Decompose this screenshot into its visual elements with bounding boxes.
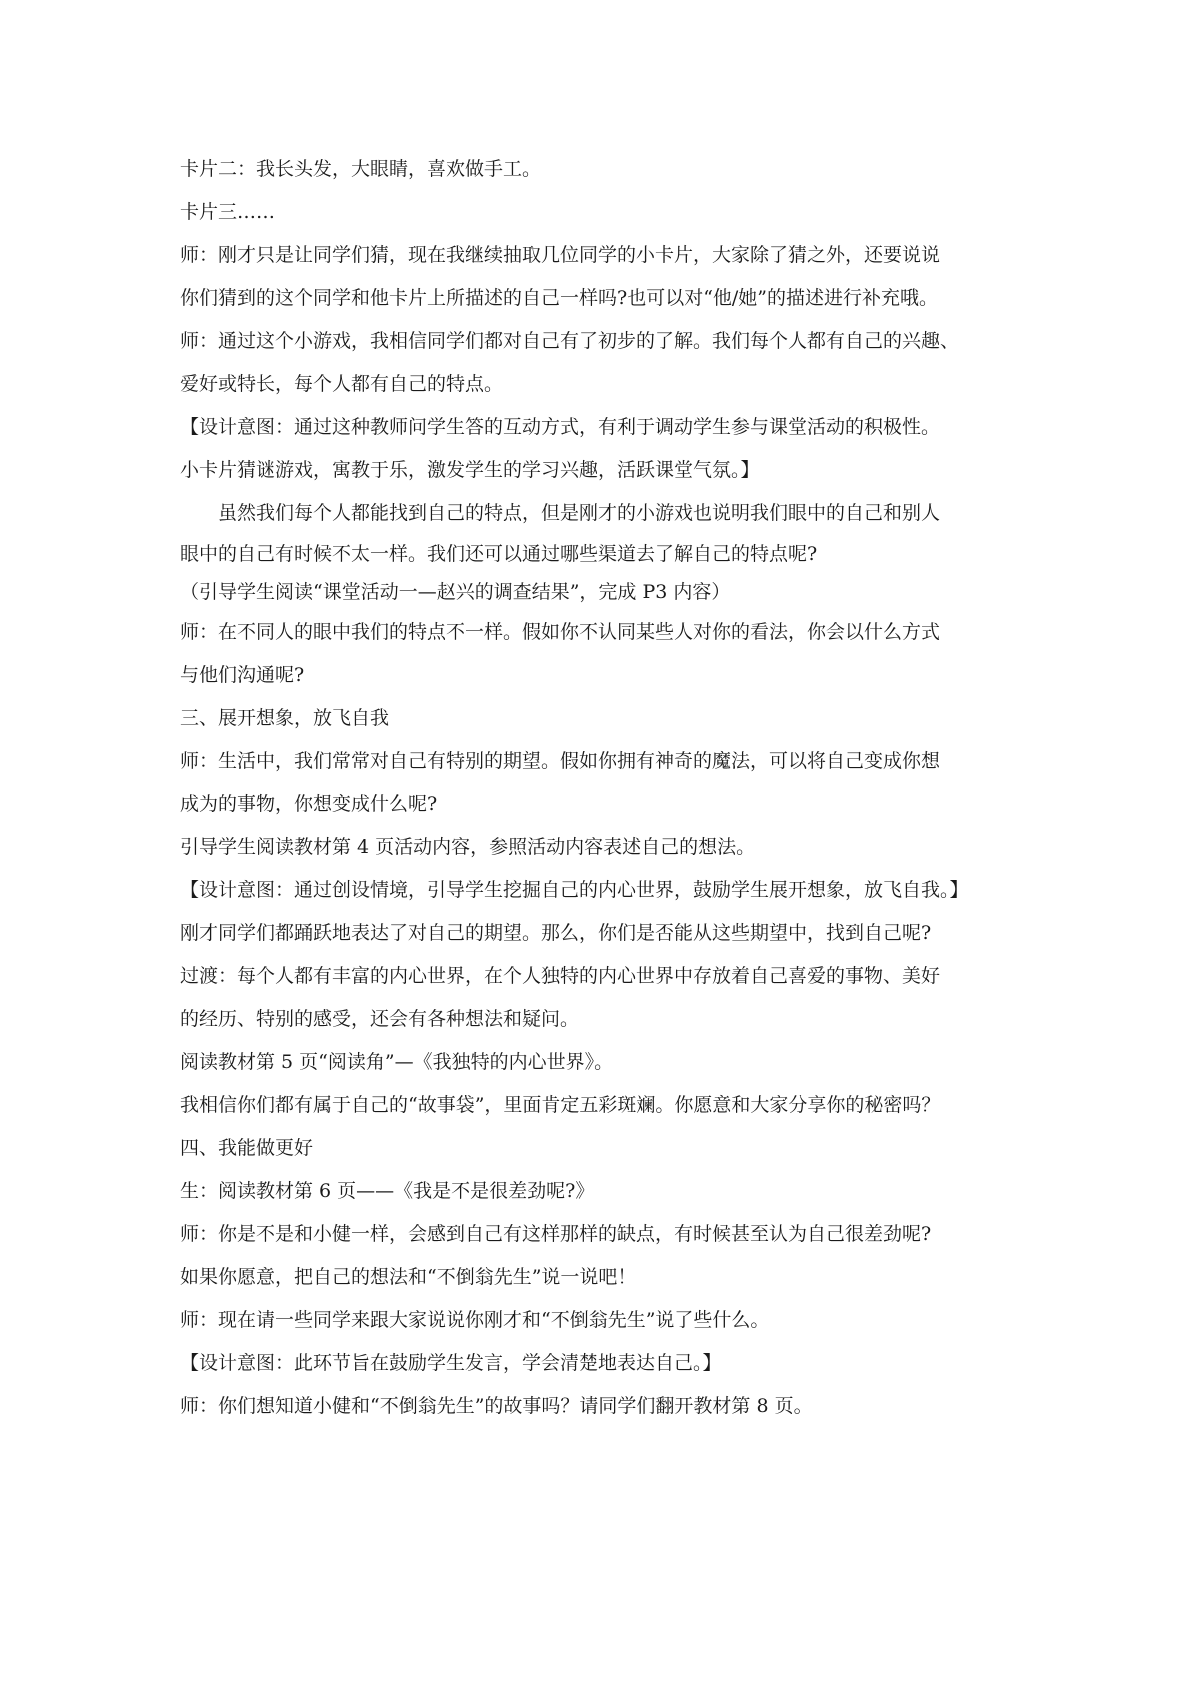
text-line: 阅读教材第 5 页“阅读角”—《我独特的内心世界》。 xyxy=(180,1051,614,1073)
design-intent-line: 【设计意图：此环节旨在鼓励学生发言，学会清楚地表达自己。】 xyxy=(180,1352,722,1374)
design-intent-line: 【设计意图：通过创设情境，引导学生挖掘自己的内心世界，鼓励学生展开想象，放飞自我。】 xyxy=(180,879,969,901)
text-line: 师：在不同人的眼中我们的特点不一样。假如你不认同某些人对你的看法，你会以什么方式 xyxy=(180,621,941,643)
text-line: 眼中的自己有时候不太一样。我们还可以通过哪些渠道去了解自己的特点呢? xyxy=(180,543,818,565)
text-line: 卡片三…… xyxy=(180,201,276,223)
text-line: 爱好或特长，每个人都有自己的特点。 xyxy=(180,373,504,395)
section-heading: 三、展开想象，放飞自我 xyxy=(180,707,390,729)
text-line: 成为的事物，你想变成什么呢? xyxy=(180,793,438,815)
text-line: 师：现在请一些同学来跟大家说说你刚才和“不倒翁先生”说了些什么。 xyxy=(180,1309,770,1331)
text-line: 的经历、特别的感受，还会有各种想法和疑问。 xyxy=(180,1008,580,1030)
text-line: 师：你是不是和小健一样，会感到自己有这样那样的缺点，有时候甚至认为自己很差劲呢? xyxy=(180,1223,932,1245)
document-body xyxy=(180,148,1025,1428)
text-line: 与他们沟通呢? xyxy=(180,664,305,686)
design-intent-line: 小卡片猜谜游戏，寓教于乐，激发学生的学习兴趣，活跃课堂气氛。】 xyxy=(180,459,760,481)
section-heading: 四、我能做更好 xyxy=(180,1137,314,1159)
text-line: 师：你们想知道小健和“不倒翁先生”的故事吗？请同学们翻开教材第 8 页。 xyxy=(180,1395,813,1417)
text-line: 引导学生阅读教材第 4 页活动内容，参照活动内容表述自己的想法。 xyxy=(180,836,756,858)
text-line: 卡片二：我长头发，大眼睛，喜欢做手工。 xyxy=(180,158,542,180)
text-line: 师：通过这个小游戏，我相信同学们都对自己有了初步的了解。我们每个人都有自己的兴趣、 xyxy=(180,330,960,352)
text-line: 生：阅读教材第 6 页——《我是不是很差劲呢?》 xyxy=(180,1180,595,1202)
text-line: 你们猜到的这个同学和他卡片上所描述的自己一样吗?也可以对“他/她”的描述进行补充哦。 xyxy=(180,287,939,309)
text-line: 如果你愿意，把自己的想法和“不倒翁先生”说一说吧！ xyxy=(180,1266,637,1288)
design-intent-line: 【设计意图：通过这种教师问学生答的互动方式，有利于调动学生参与课堂活动的积极性。 xyxy=(180,416,941,438)
text-line: 师：刚才只是让同学们猜，现在我继续抽取几位同学的小卡片，大家除了猜之外，还要说说 xyxy=(180,244,941,266)
text-line: 过渡：每个人都有丰富的内心世界，在个人独特的内心世界中存放着自己喜爱的事物、美好 xyxy=(180,965,941,987)
text-line: 师：生活中，我们常常对自己有特别的期望。假如你拥有神奇的魔法，可以将自己变成你想 xyxy=(180,750,941,772)
text-line: （引导学生阅读“课堂活动一—赵兴的调查结果”，完成 P3 内容） xyxy=(180,581,731,603)
paragraph-indented-line: 虽然我们每个人都能找到自己的特点，但是刚才的小游戏也说明我们眼中的自己和别人 xyxy=(218,502,941,524)
text-line: 刚才同学们都踊跃地表达了对自己的期望。那么，你们是否能从这些期望中，找到自己呢? xyxy=(180,922,932,944)
text-line: 我相信你们都有属于自己的“故事袋”，里面肯定五彩斑斓。你愿意和大家分享你的秘密吗？ xyxy=(180,1094,941,1116)
